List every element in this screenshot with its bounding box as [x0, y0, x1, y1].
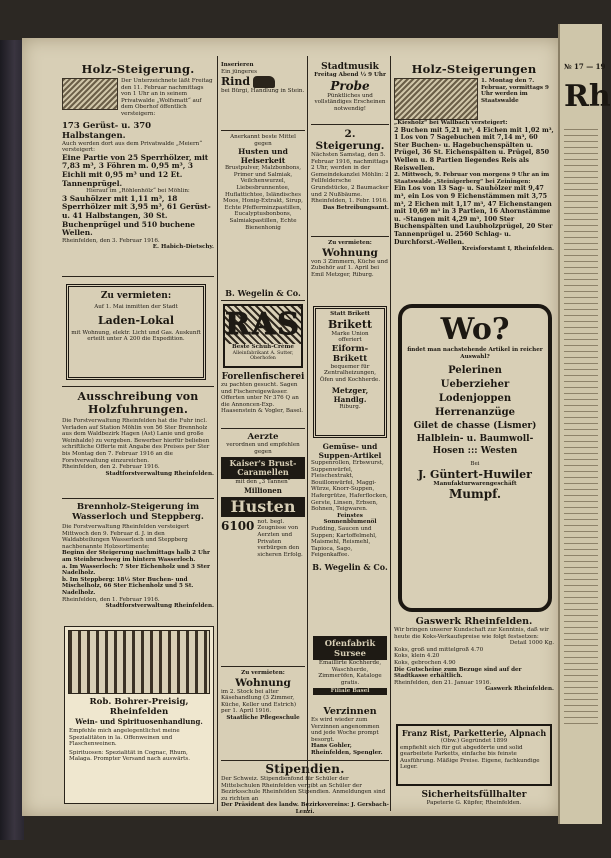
- ad-shop: Laden-Lokal: [97, 313, 175, 327]
- divider: [221, 130, 305, 131]
- ad-stipendien: [221, 762, 389, 815]
- ad-signature: Der Präsident des landw. Bezirksvereins: J. Gersbach-Lenzi.: [221, 802, 389, 815]
- divider: [62, 498, 214, 499]
- ad-text: von 3 Zimmern, Küche und Zubehör auf 1. April bei Emil Metzger, Riburg.: [311, 258, 388, 278]
- ad-signature: B. Wegelin & Co.: [225, 288, 301, 298]
- ad-big: Wohnung: [235, 676, 291, 689]
- ad-brand: Kaiser's Brust-Caramellen: [221, 457, 305, 479]
- ad-text: 2. Mittwoch, 9. Februar von morgens 9 Uhr an im Staatswalde „Steinigerberg“ bei Zeiningen:: [394, 172, 550, 185]
- ras-logo: RAS: [225, 307, 301, 342]
- ad-stadtmusik: [311, 62, 389, 122]
- ad-firm: J. Güntert-Huwiler: [418, 467, 532, 481]
- ad-title: Brennholz-Steigerung im Wasserloch und Steppberg.: [72, 502, 204, 522]
- ad-signature: Staatliche Pflegeschule: [226, 714, 300, 721]
- ad-title: Ausschreibung von Holzfuhrungen.: [77, 390, 199, 416]
- ad-title: Franz Rist, Parketterie, Alpnach: [401, 728, 547, 738]
- ad-text: Die Forstverwaltung Rheinfelden versteigert Mittwoch den 9. Februar d. J. in den Waldabteilungen Wasserloch und Steppberg nachbenannte Holzsortimente:: [62, 524, 190, 550]
- ad-mid: Eiform-Brikett: [331, 343, 369, 364]
- divider: [221, 428, 305, 429]
- ad-title: Zu vermieten:: [241, 670, 285, 676]
- ad-ras-schuhcreme: [223, 304, 303, 368]
- ad-text: Der Schweiz. Stipendienfond für Schüler der Mittelschulen Rheinfelden vergibt an Schüler der Bezirksschule Rheinfelden Stipendien. Anmeldungen sind zu richten an: [221, 776, 386, 802]
- ad-brennholz: [62, 502, 214, 620]
- ad-date: Rheinfelden, den 21. Januar 1916.: [394, 679, 492, 686]
- ad-item: Ueberzieher: [440, 379, 510, 391]
- ad-text: Spirituosen: Spezialität in Cognac, Rhum, Malaga. Prompter Versand nach auswärts.: [69, 749, 190, 763]
- ad-item: Pelerinen: [448, 365, 502, 377]
- ad-verzinnen: [311, 706, 389, 758]
- ad-title: Gemüse- und Suppen-Artikel: [318, 442, 382, 460]
- ad-title: Anerkannt beste Mittel gegen: [230, 134, 296, 147]
- ad-text: Auf 1. Mai inmitten der Stadt: [94, 304, 178, 310]
- ad-title: Inserieren: [221, 62, 254, 68]
- text-lines: [564, 124, 598, 724]
- logging-illustration: [62, 78, 118, 110]
- ad-holz-steigerungen: [394, 62, 554, 298]
- ad-date: Rheinfelden, den 2. Februar 1916.: [62, 464, 160, 471]
- ad-head: Husten und Heiserkeit: [238, 147, 288, 166]
- ad-rate-head: Detail 1000 Kg.: [509, 640, 554, 647]
- ad-text: Es wird wieder zum Verzinnen angenommen und jede Woche prompt besorgt.: [311, 717, 380, 743]
- ad-text: verordnen und empfehlen gegen: [226, 442, 300, 455]
- ad-rind: [221, 62, 305, 130]
- ad-ofenfabrik: [313, 636, 387, 702]
- ad-date: Rheinfelden, 1. Febr. 1916.: [311, 198, 388, 205]
- column-rule: [307, 56, 308, 811]
- ad-signature: E. Habich-Dietschy.: [152, 244, 214, 251]
- ad-sub: (Obw.) Gegründet 1899: [440, 738, 508, 744]
- ad-num: 6100: [221, 518, 255, 533]
- ad-signature: Hans Gohler, Rheinfelden, Spengler.: [311, 743, 383, 756]
- column-rule: [390, 56, 391, 811]
- ad-title: Sicherheitsfüllhalter: [421, 790, 527, 800]
- ad-title: Zu vermieten:: [328, 240, 372, 246]
- ad-signature: Das Betreibungsamt.: [322, 204, 389, 211]
- ad-head: Statt Brikett: [330, 311, 370, 317]
- ad-line: 173 Gerüst- u. 370 Halbstangen.: [62, 120, 152, 141]
- ad-signature: Stadtforstverwaltung Rheinfelden.: [105, 470, 214, 477]
- ad-text: Empfehle mich angelegentlichst meine Spezialitäten in la. Offenweinen und Flaschenweinen.: [69, 728, 180, 748]
- ad-bohrer-wine: [64, 626, 214, 804]
- ad-text: bequemer für Zentralheizungen, Öfen und Kochherde.: [319, 363, 381, 383]
- ad-signature: Stadtforstverwaltung Rheinfelden.: [105, 603, 214, 610]
- divider: [62, 276, 214, 277]
- ad-word: Probe: [330, 78, 370, 93]
- ad-big: Wohnung: [322, 246, 378, 259]
- ad-sub: offeriert: [338, 337, 362, 344]
- ad-text: Pudding, Saucen und Suppen; Kartoffelmehl, Maismehl, Reismehl, Tapioca, Sago, Feigenkaffee.: [311, 525, 377, 559]
- ad-title: Stadtmusik: [321, 62, 379, 72]
- ad-holzfuhrungen: [62, 390, 214, 496]
- logging-illustration: [394, 78, 478, 120]
- ad-wo-gunter: [398, 304, 552, 612]
- ad-text: mit Wohnung, elektr. Licht und Gas. Auskunft erteilt unter A 200 die Expedition.: [71, 329, 201, 343]
- ad-text: zu pachten gesucht. Sagen und Fischereigewässer. Offerten unter Nr 376 Q an die Annoncen-Exp. Haasenstein & Vogler, Basel.: [221, 382, 304, 415]
- ad-item: Gilet de chasse (Lismer): [413, 421, 537, 432]
- next-page-edge: [558, 24, 611, 824]
- wine-cellar-illustration: [68, 630, 210, 694]
- ad-text: im 2. Stock bei alter Käsehandlung (3 Zimmer, Küche, Keller und Estrich) per 1. April 1916.: [221, 688, 297, 715]
- ad-question: Wo?: [440, 312, 510, 347]
- ad-text: Emaillirte Kochherde, Waschherde, Zimmeröfen, Kataloge gratis.: [318, 660, 382, 686]
- ad-holz-steigerung: [62, 62, 214, 274]
- ad-laden-lokal: [66, 284, 206, 380]
- ad-word: Rind: [221, 75, 251, 89]
- ad-feat: Feinstes Sonnenblumenöl: [323, 512, 377, 526]
- ad-text: 1. Montag den 7. Februar, vormittags 9 Uhr werden im Staatswalde: [481, 78, 549, 104]
- ad-text: Ein Los von 13 Sag- u. Sauhölzer mit 9,47 m³, ein Los von 9 Eichenstämmen mit 3,75 m³, 2 Eichen mit 1,17 m³, 47 Eichenstangen mit 10,69 m³ in 3 Partien, 16 Ahornstämme u. -Stangen mit 4,29 m³, 100 Ster Buchenspälten und Laubholzprügel, 20 Ster Tannenprügel u. 2560 Schlag- u. Durchforst.-Wellen.: [394, 184, 553, 246]
- ad-steigerung-2: [311, 128, 389, 234]
- ad-sub: Marke Union: [331, 330, 369, 337]
- column-rule: [217, 56, 218, 811]
- ad-text: „Kiesholz“ bei Wallbach versteigert:: [394, 120, 508, 126]
- ad-title: Forellenfischerei: [221, 372, 305, 382]
- ad-maker: Alleinfabrikant A. Sutter, Oberhofen: [232, 350, 294, 362]
- ad-branch: Filiale Basel: [313, 688, 387, 695]
- ad-big: Brikett: [327, 317, 373, 331]
- ad-title: Zu vermieten:: [100, 291, 172, 301]
- ad-signature: Gaswerk Rheinfelden.: [485, 686, 554, 693]
- divider: [311, 124, 389, 125]
- ad-text: findet man nachstehende Artikel in reicher Auswahl?: [407, 347, 543, 360]
- ad-line: 3 Sauhölzer mit 1,11 m³, 18 Sperrhölzer mit 3,95 m³, 61 Gerüst- u. 41 Halbstangen, 30 St. Buchenprügel und 510 buchene Wellen.: [62, 193, 211, 238]
- ad-text: Der Unterzeichnete läßt Freitag den 11. Februar nachmittags von 1 Uhr an in seinem Privatwalde „Wolfsmatt“ auf dem Oberhof öffentlich versteigern:: [121, 78, 213, 117]
- ad-signature: B. Wegelin & Co.: [312, 561, 388, 572]
- ad-items: Brustpulver, Malzbonbons, Primer und Salmiak, Veilchenwurzel, Liebesbrunnentee, Huflattichtee, Isländisches Moos, Honig-Extrakt, Sirup, Echte Pfefferminzpastillen, Eucalyptusbonbons, Salmiakpastillen, Echte Bienenhonig: [223, 165, 303, 231]
- ad-brikett: [313, 306, 387, 438]
- ad-title: Holz-Steigerung.: [81, 62, 195, 76]
- ad-text: 2 Buchen mit 5,21 m³, 4 Eichen mit 1,02 m³, 1 Los von 7 Sagebuchen mit 7,14 m³, 60 Ster Buchen- u. Hagebuchenspälten u. Prügel, 36 St. Eichenspälten u. Prügel, 850 Wellen u. 8 Partien liegendes Reis als Reiswellen.: [394, 125, 554, 172]
- divider: [62, 386, 214, 387]
- issue-number: № 17 — 19: [564, 62, 606, 71]
- ad-line: a. Im Wasserloch: 7 Ster Eichenholz und 3 Ster Nadelholz.: [62, 563, 210, 577]
- ad-type: Manufakturwarengeschäft: [433, 480, 517, 487]
- ad-text: Die Forstverwaltung Rheinfelden hat die Fuhr incl. Verladen auf Station Möhlin von 56 Ster Brennholz aus dem Waldbezirk Hagen (Ast) Lanie und große Weinhalde) zu vergeben. Bewerber hierfür belieben schriftliche Offerte mit Angabe des Preises per Ster bis Montag den 7. Februar 1916 an die Forstverwaltung einzureichen.: [62, 418, 210, 464]
- ad-line: b. Im Steppberg: 18½ Ster Buchen- und Mischelholz, 66 Ster Eichenholz und 5 St. Nadelholz.: [62, 576, 194, 596]
- masthead-fragment: Rh: [564, 78, 611, 114]
- ad-sub: Papeterie G. Küpfer, Rheinfelden.: [426, 800, 522, 806]
- ad-text: Ein jüngeres: [221, 68, 257, 75]
- ad-text: Pünktliches und vollständiges Erscheinen notwendig!: [314, 92, 386, 112]
- ad-place: Riburg.: [339, 403, 361, 410]
- ad-gemuese: [311, 442, 389, 632]
- ad-title: Rob. Bohrer-Preisig, Rheinfelden: [89, 697, 189, 717]
- ad-text: Nächsten Samstag, den 5. Februar 1916, nachmittags 2 Uhr, werden in der Gemeindekanzlei Möhlin: 2 Fellfeldersche Grundstücke, 2 Baumacker und 2 Nußbäume.: [311, 152, 389, 198]
- ad-franz-rist: [396, 724, 552, 786]
- divider: [221, 760, 389, 761]
- book-spine: [0, 40, 24, 840]
- ad-text: Wir bringen unserer Kundschaft zur Kenntnis, daß wir heute die Koks-Verkaufspreise wie folgt festsetzen:: [394, 627, 549, 640]
- ad-rate: Koks, gebrochen 4.90: [394, 659, 456, 666]
- ad-husten: Husten: [221, 497, 305, 517]
- ad-line: Auch werden dort aus dem Privatwalde „Meiern“ versteigert:: [62, 140, 203, 154]
- ad-signature: Metzger, Handlg.: [331, 385, 369, 404]
- ad-title: 2. Steigerung.: [315, 128, 385, 152]
- ad-kaiser-caramellen: [221, 432, 305, 664]
- ad-sub: mit den „3 Tannen“: [235, 479, 291, 486]
- divider: [221, 666, 305, 667]
- ad-text: Suppenrollen, Erbswurst, Suppenwürfel, Fleischextrakt, Bouillonwürfel, Maggi-Würze, Knorr-Suppen, Hafergrütze, Haferflocken, Gerste, Linsen, Erbsen, Bohnen, Teigwaren.: [311, 460, 388, 513]
- ad-wohnung-2: [221, 670, 305, 740]
- ad-rate: Koks, groß und mittelgroß 4.70: [394, 646, 484, 653]
- ad-signature: Kreisforstamt I, Rheinfelden.: [461, 246, 554, 253]
- divider: [221, 300, 305, 301]
- ad-title: Stipendien.: [265, 762, 345, 776]
- ad-line: Hierauf im „Röhlenhölz“ bei Möhlin:: [86, 188, 190, 195]
- ad-husten-mittel: [221, 134, 305, 286]
- ad-gaswerk: [394, 616, 554, 720]
- ad-count: Millionen: [244, 485, 282, 495]
- ad-line: Beginn der Steigerung nachmittags halb 2 Uhr am Steinbruchweg im hintern Wasserloch.: [62, 550, 210, 563]
- ad-item: Herrenanzüge: [434, 407, 516, 419]
- ad-title: Aerzte: [247, 432, 279, 442]
- ad-sub: Freitag Abend ½ 9 Uhr: [314, 72, 386, 78]
- ad-bei: Bei: [470, 461, 480, 468]
- ad-title: Ofenfabrik Sursee: [313, 636, 387, 660]
- ad-date: Rheinfelden, den 3. Februar 1916.: [62, 237, 160, 244]
- ad-fuellhalter: [394, 790, 554, 814]
- ad-text: Die Gutscheine zum Bezuge sind auf der Stadtkasse erhältlich.: [394, 666, 522, 680]
- ad-wohnung-3: [311, 240, 389, 296]
- ad-title: Gaswerk Rheinfelden.: [415, 616, 533, 627]
- ad-forellen: [221, 372, 305, 426]
- ad-place: Mumpf.: [448, 487, 501, 502]
- divider: [311, 236, 389, 237]
- ad-rate: Koks, klein 4.20: [394, 653, 440, 660]
- ad-item: Lodenjoppen: [438, 393, 512, 405]
- ad-text: empfiehlt sich für gut abgedörrte und solid gearbeitete Parketts, einfache bis feinste Ausführung. Mäßige Preise. Eigene, fachkundige Leger.: [400, 744, 540, 771]
- ad-line: Eine Partie von 25 Sperrhölzer, mit 7,83 m³, 3 Föhren m. 0,95 m³, 3 Eichli mit 0,95 m³ und 12 Et. Tannenprügel.: [62, 152, 209, 188]
- ad-title: Verzinnen: [323, 706, 377, 717]
- ad-title: Holz-Steigerungen: [411, 62, 537, 76]
- ad-text: not. begl. Zeugnisse von Aerzten und Privaten verbürgen den sicheren Erfolg.: [257, 518, 303, 558]
- ad-date: Rheinfelden, den 1. Februar 1916.: [62, 596, 160, 603]
- newspaper-page: [22, 38, 560, 816]
- ad-subtitle: Wein- und Spirituosenhandlung.: [75, 717, 203, 726]
- ad-line: Beste Schuh-Crème: [232, 344, 294, 350]
- ad-item: Halblein- u. Baumwoll-Hosen ::: Westen: [416, 434, 534, 457]
- cow-icon: [253, 76, 275, 88]
- ad-text: bei Bürgi, Handlung in Stein.: [221, 88, 305, 95]
